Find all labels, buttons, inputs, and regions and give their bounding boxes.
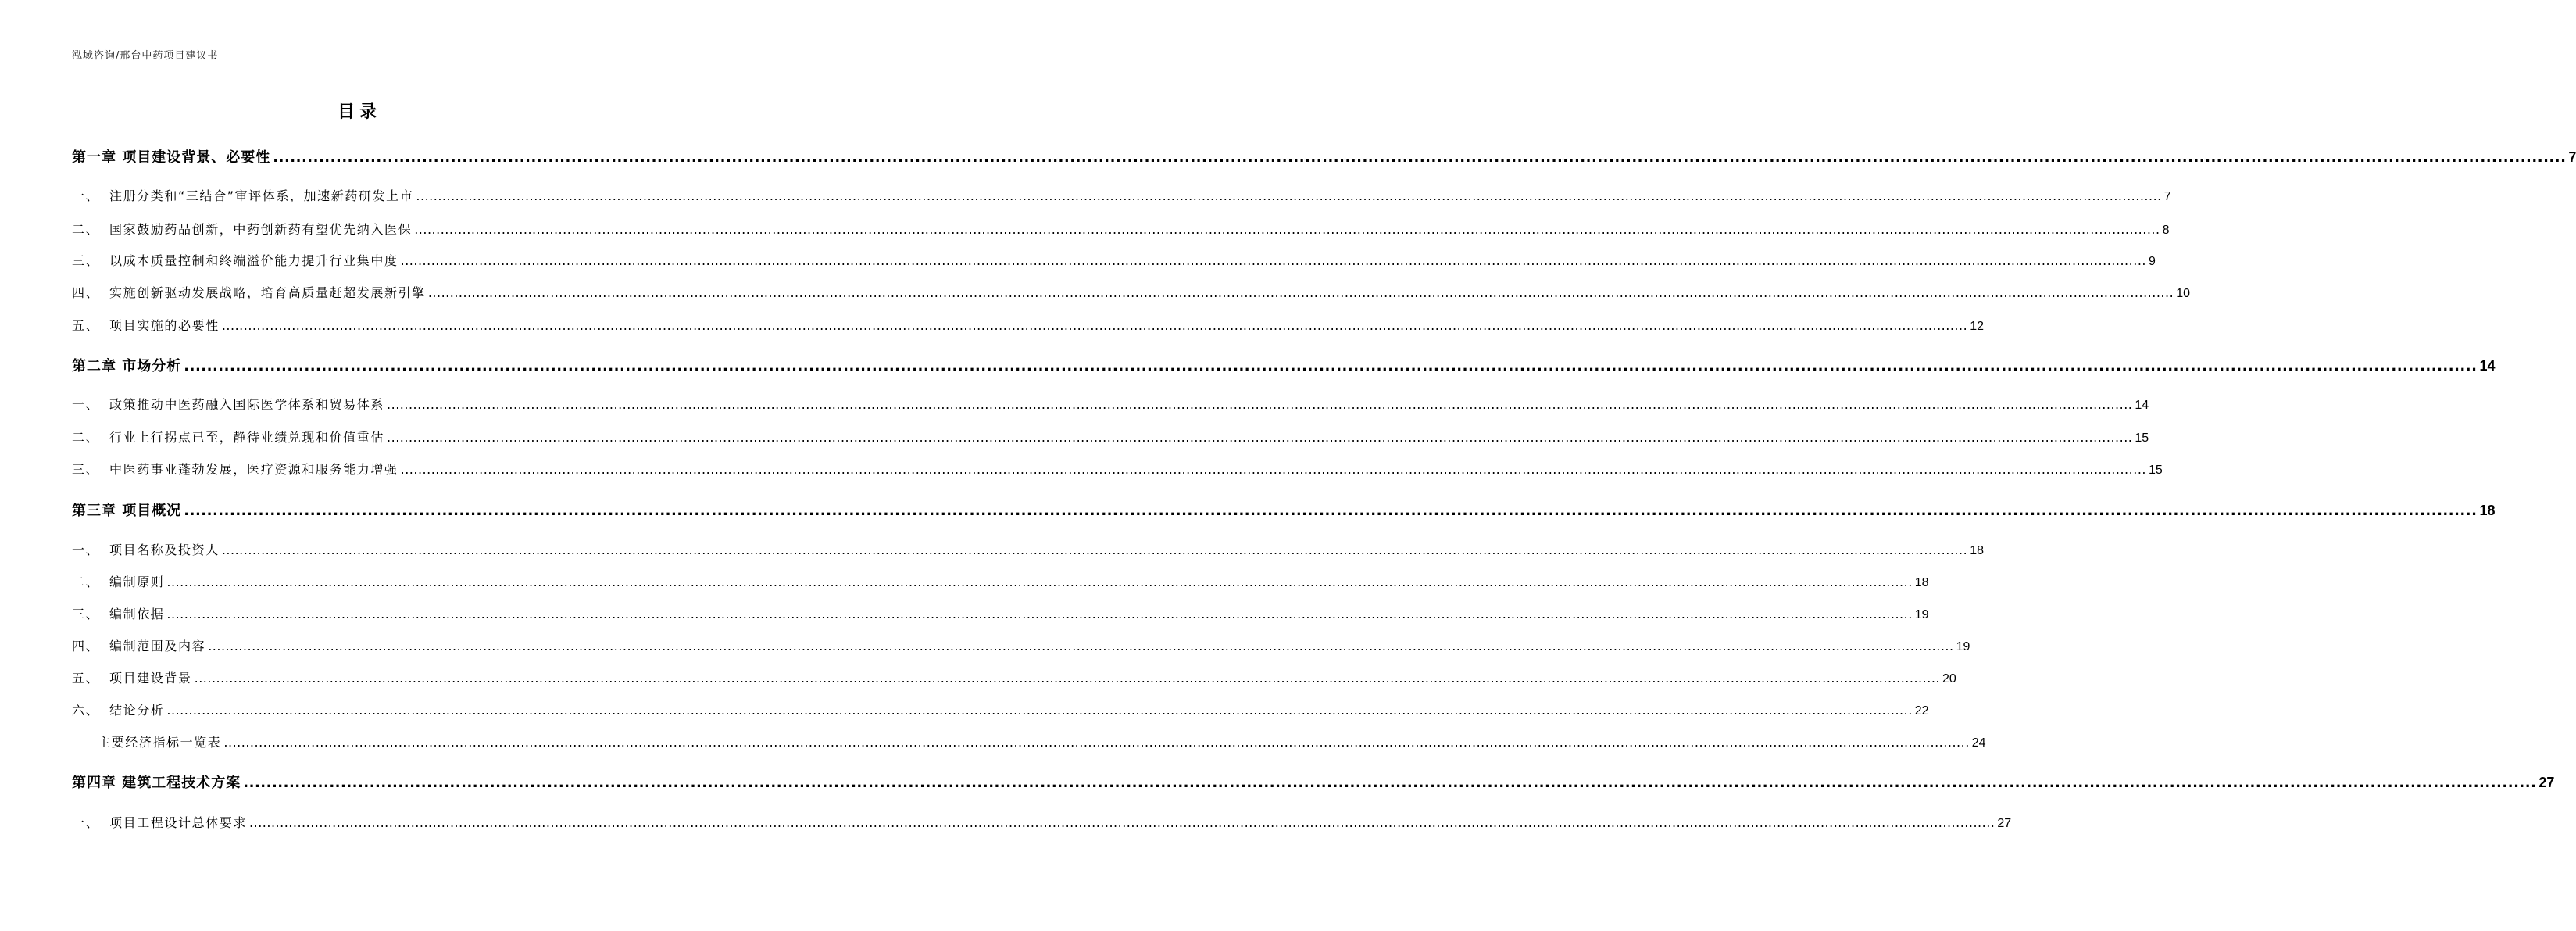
toc-entry-section[interactable] bbox=[72, 186, 2171, 205]
toc-entry-label: 中医药事业蓬勃发展，医疗资源和服务能力增强 bbox=[109, 462, 398, 477]
dot-leader: ................................................................................................................................................................................................................................................................................................................................................................................................................ bbox=[387, 430, 2133, 445]
toc-entry-label: 编制范围及内容 bbox=[109, 639, 206, 653]
dot-leader: ................................................................................................................................................................................................................................................................................................................................................................................................................ bbox=[414, 222, 2160, 237]
toc-entry-label: 编制原则 bbox=[109, 575, 165, 589]
toc-entry-label: 项目工程设计总体要求 bbox=[109, 815, 248, 830]
dot-leader: ................................................................................................................................................................................................................................................................................................................................................................................................................ bbox=[427, 285, 2174, 300]
dot-leader: ................................................................................................................................................................................................................................................................................................................................................................................................................ bbox=[223, 735, 1970, 750]
section-number: 三、 bbox=[72, 253, 100, 268]
toc-entry-page: 27 bbox=[2538, 775, 2555, 790]
toc-entry-page: 20 bbox=[1942, 672, 1956, 686]
dot-leader: ................................................................................................................................................................................................................................................................................................................................................................................................................ bbox=[249, 815, 1995, 830]
toc-entry-label: 第一章 项目建设背景、必要性 bbox=[72, 149, 271, 166]
toc-entry-label: 政策推动中医药融入国际医学体系和贸易体系 bbox=[109, 397, 385, 412]
toc-entry-page: 15 bbox=[2135, 431, 2149, 445]
dot-leader: ................................................................................................................................................................................................................................................................................................................................................................................................................ bbox=[166, 575, 1913, 589]
toc-entry-page: 24 bbox=[1971, 736, 1986, 750]
dot-leader: ................................................................................................................................................................................................................................................................................................................................................................................................................ bbox=[243, 775, 2537, 791]
section-number: 二、 bbox=[72, 575, 100, 589]
section-number: 一、 bbox=[72, 815, 100, 830]
toc-entry-section[interactable] bbox=[72, 251, 2156, 270]
toc-entry-page: 10 bbox=[2176, 287, 2190, 300]
section-number: 一、 bbox=[72, 188, 100, 203]
toc-entry-chapter-1[interactable] bbox=[72, 146, 2576, 168]
toc-entry-label: 以成本质量控制和终端溢价能力提升行业集中度 bbox=[109, 253, 398, 268]
toc-entry-page: 22 bbox=[1914, 704, 1929, 718]
section-number: 三、 bbox=[72, 607, 100, 621]
toc-entry-page: 14 bbox=[2479, 358, 2496, 374]
toc-entry-label: 第四章 建筑工程技术方案 bbox=[72, 775, 241, 791]
dot-leader: ................................................................................................................................................................................................................................................................................................................................................................................................................ bbox=[166, 607, 1913, 621]
toc-entry-section[interactable] bbox=[72, 540, 1984, 559]
dot-leader: ................................................................................................................................................................................................................................................................................................................................................................................................................ bbox=[416, 188, 2162, 203]
toc-entry-page: 15 bbox=[2148, 464, 2163, 477]
toc-entry-page: 18 bbox=[1914, 576, 1929, 589]
toc-entry-label: 实施创新驱动发展战略，培育高质量赶超发展新引擎 bbox=[109, 285, 426, 300]
toc-entry-label: 结论分析 bbox=[109, 703, 165, 718]
toc-entry-section[interactable] bbox=[72, 813, 2012, 832]
toc-entry-page: 19 bbox=[1914, 608, 1929, 621]
toc-entry-section[interactable] bbox=[72, 636, 1970, 655]
section-number: 五、 bbox=[72, 318, 100, 333]
dot-leader: ................................................................................................................................................................................................................................................................................................................................................................................................................ bbox=[184, 503, 2478, 519]
toc-entry-section[interactable] bbox=[72, 460, 2163, 478]
section-number: 一、 bbox=[72, 542, 100, 557]
toc-entry-label: 第二章 市场分析 bbox=[72, 358, 182, 374]
dot-leader: ................................................................................................................................................................................................................................................................................................................................................................................................................ bbox=[221, 318, 1968, 333]
section-number: 二、 bbox=[72, 430, 100, 445]
section-number: 三、 bbox=[72, 462, 100, 477]
dot-leader: ................................................................................................................................................................................................................................................................................................................................................................................................................ bbox=[400, 253, 2146, 268]
toc-entry-section[interactable] bbox=[72, 395, 2149, 414]
toc-entry-section[interactable] bbox=[72, 668, 1956, 687]
toc-entry-label: 编制依据 bbox=[109, 607, 165, 621]
toc-entry-page: 18 bbox=[2479, 503, 2496, 518]
toc-entry-label: 项目实施的必要性 bbox=[109, 318, 220, 333]
section-number: 一、 bbox=[72, 397, 100, 412]
dot-leader: ................................................................................................................................................................................................................................................................................................................................................................................................................ bbox=[387, 397, 2133, 412]
toc-entry-section[interactable] bbox=[72, 572, 1929, 591]
toc-entry-page: 27 bbox=[1997, 817, 2012, 830]
toc-entry-page: 12 bbox=[1970, 320, 1984, 333]
toc-entry-chapter-4[interactable] bbox=[72, 772, 2555, 793]
toc-entry-section[interactable] bbox=[72, 428, 2149, 446]
section-number: 五、 bbox=[72, 671, 100, 686]
toc-entry-label: 项目建设背景 bbox=[109, 671, 192, 686]
toc-entry-page: 9 bbox=[2148, 255, 2156, 268]
dot-leader: ................................................................................................................................................................................................................................................................................................................................................................................................................ bbox=[221, 542, 1968, 557]
toc-entry-page: 18 bbox=[1970, 544, 1984, 557]
section-number: 四、 bbox=[72, 639, 100, 653]
toc-entry-chapter-2[interactable] bbox=[72, 355, 2496, 377]
toc-entry-page: 14 bbox=[2135, 399, 2149, 412]
toc-entry-chapter-3[interactable] bbox=[72, 500, 2496, 521]
section-number: 四、 bbox=[72, 285, 100, 300]
section-number: 六、 bbox=[72, 703, 100, 718]
toc-entry-page: 7 bbox=[2568, 149, 2576, 165]
toc-entry-label: 第三章 项目概况 bbox=[72, 503, 182, 519]
page-title: 目录 bbox=[337, 102, 381, 122]
table-of-contents bbox=[72, 0, 2576, 931]
toc-entry-label: 注册分类和“三结合”审评体系，加速新药研发上市 bbox=[109, 188, 414, 203]
dot-leader: ................................................................................................................................................................................................................................................................................................................................................................................................................ bbox=[184, 358, 2478, 374]
running-header: 泓域咨询/邢台中药项目建议书 bbox=[72, 50, 219, 62]
toc-entry-section[interactable] bbox=[72, 604, 1929, 623]
toc-entry-page: 7 bbox=[2163, 190, 2171, 203]
toc-entry-label: 主要经济指标一览表 bbox=[98, 735, 222, 750]
toc-entry-section[interactable] bbox=[72, 700, 1929, 719]
toc-entry-section[interactable] bbox=[72, 220, 2170, 238]
toc-entry-page: 8 bbox=[2162, 224, 2170, 237]
section-number: 二、 bbox=[72, 222, 100, 237]
toc-entry-section[interactable] bbox=[72, 316, 1984, 335]
dot-leader: ................................................................................................................................................................................................................................................................................................................................................................................................................ bbox=[273, 149, 2567, 166]
toc-entry-label: 国家鼓励药品创新，中药创新药有望优先纳入医保 bbox=[109, 222, 413, 237]
toc-entry-page: 19 bbox=[1956, 640, 1970, 653]
toc-entry-label: 项目名称及投资人 bbox=[109, 542, 220, 557]
dot-leader: ................................................................................................................................................................................................................................................................................................................................................................................................................ bbox=[400, 462, 2146, 477]
toc-entry-table[interactable] bbox=[72, 732, 1986, 751]
dot-leader: ................................................................................................................................................................................................................................................................................................................................................................................................................ bbox=[208, 639, 1954, 653]
dot-leader: ................................................................................................................................................................................................................................................................................................................................................................................................................ bbox=[166, 703, 1913, 718]
toc-entry-section[interactable] bbox=[72, 283, 2190, 302]
toc-entry-label: 行业上行拐点已至，静待业绩兑现和价值重估 bbox=[109, 430, 385, 445]
dot-leader: ................................................................................................................................................................................................................................................................................................................................................................................................................ bbox=[194, 671, 1940, 686]
